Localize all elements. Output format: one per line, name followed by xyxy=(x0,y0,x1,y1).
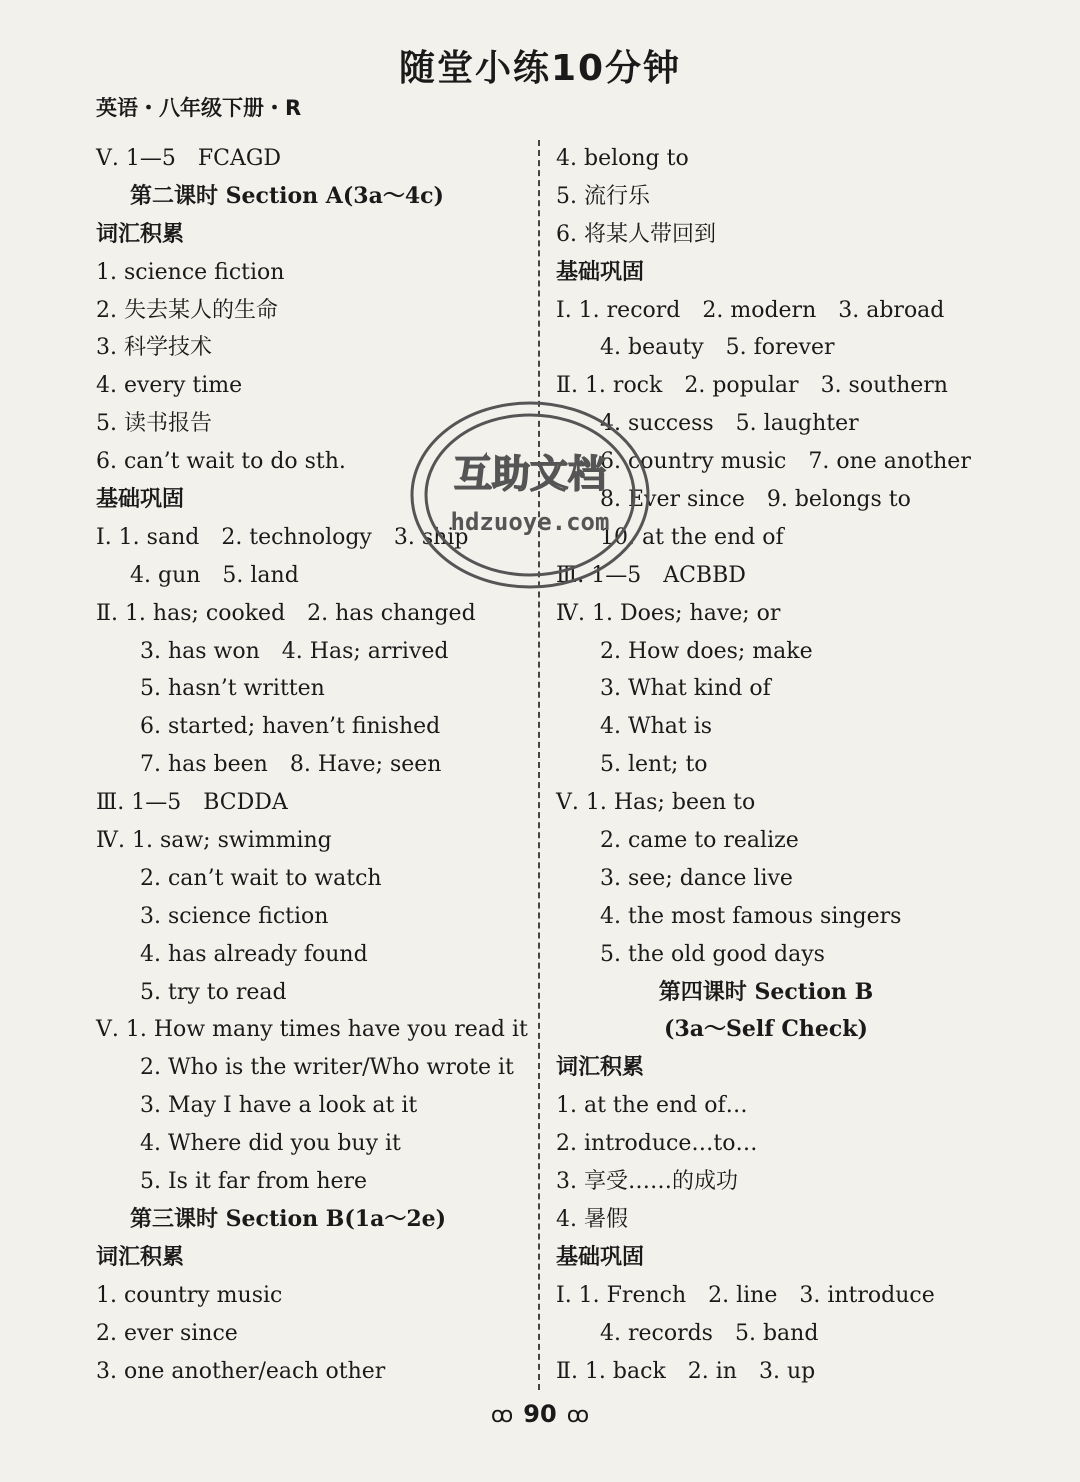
stamp-text: 互助文档 xyxy=(453,452,607,496)
answer-line: 5. try to read xyxy=(140,979,287,1005)
answer-line: 4. What is xyxy=(600,714,713,740)
lesson-heading: 第四课时 Section B xyxy=(658,978,874,1005)
section-heading: 基础巩固 xyxy=(556,259,645,285)
answer-line: 4. gun 5. land xyxy=(130,562,299,588)
lesson-heading: 第三课时 Section B(1a～2e) xyxy=(130,1205,447,1232)
answer-line: 6. started; haven’t finished xyxy=(140,714,441,740)
ornament-right-icon: ꝏ xyxy=(566,1403,590,1428)
column-divider xyxy=(538,140,540,1390)
answer-line: 4. beauty 5. forever xyxy=(600,335,835,361)
answer-line: Ⅴ. 1. Has; been to xyxy=(556,790,756,816)
answer-line: 1. science fiction xyxy=(96,259,285,285)
answer-line: Ⅱ. 1. rock 2. popular 3. southern xyxy=(556,373,948,399)
answer-line: 4. every time xyxy=(96,373,243,399)
lesson-heading: (3a～Self Check) xyxy=(664,1016,868,1043)
answer-line: 7. has been 8. Have; seen xyxy=(140,752,442,778)
answer-line: 3. What kind of xyxy=(600,676,771,702)
answer-line: 4. has already found xyxy=(140,941,368,967)
answer-line: 4. belong to xyxy=(556,146,689,171)
section-heading: 基础巩固 xyxy=(556,1244,645,1270)
ornament-left-icon: ꝏ xyxy=(490,1403,514,1428)
answer-line: 2. How does; make xyxy=(600,638,813,664)
stamp-url: hdzuoye.com xyxy=(450,508,610,536)
answer-line: 1. at the end of… xyxy=(556,1093,748,1119)
answer-line: 3. 科学技术 xyxy=(96,335,212,361)
answer-line: 4. success 5. laughter xyxy=(600,411,859,437)
answer-line: 4. the most famous singers xyxy=(600,903,902,929)
answer-line: 4. Where did you buy it xyxy=(140,1131,401,1157)
page-title: 随堂小练10分钟 xyxy=(398,48,682,89)
answer-line: 6. 将某人带回到 xyxy=(556,221,716,247)
section-heading: 词汇积累 xyxy=(556,1055,645,1081)
answer-line: 3. has won 4. Has; arrived xyxy=(140,638,449,664)
answer-line: 2. ever since xyxy=(96,1320,238,1346)
page-number-value: 90 xyxy=(523,1400,557,1428)
answer-line: 10. at the end of xyxy=(600,524,784,550)
answer-line: 2. came to realize xyxy=(600,828,799,854)
section-heading: 词汇积累 xyxy=(96,221,185,247)
answer-line: Ⅴ. 1—5 FCAGD xyxy=(96,146,282,171)
answer-line: Ⅲ. 1—5 ACBBD xyxy=(556,562,746,588)
section-heading: 词汇积累 xyxy=(96,1244,185,1270)
lesson-heading: 第二课时 Section A(3a～4c) xyxy=(130,182,444,209)
answer-line: 5. lent; to xyxy=(600,752,708,778)
answer-line: 6. can’t wait to do sth. xyxy=(96,449,346,475)
answer-line: Ⅲ. 1—5 BCDDA xyxy=(96,790,288,816)
section-heading: 基础巩固 xyxy=(96,487,185,513)
answer-line: 5. the old good days xyxy=(600,941,825,967)
answer-line: 3. see; dance live xyxy=(600,865,793,891)
answer-line: 5. Is it far from here xyxy=(140,1169,368,1195)
answer-line: 2. introduce…to… xyxy=(556,1131,758,1157)
answer-line: 2. 失去某人的生命 xyxy=(96,297,278,323)
book-subtitle: 英语・八年级下册・R xyxy=(96,96,302,120)
answer-line: 8. Ever since 9. belongs to xyxy=(600,487,911,513)
right-column xyxy=(556,140,976,1390)
left-column xyxy=(96,140,526,1390)
answer-line: Ⅰ. 1. record 2. modern 3. abroad xyxy=(556,297,945,323)
answer-line: 3. one another/each other xyxy=(96,1358,386,1384)
answer-line: 3. 享受……的成功 xyxy=(556,1169,738,1195)
answer-line: Ⅳ. 1. Does; have; or xyxy=(556,600,781,626)
answer-line: 1. country music xyxy=(96,1282,283,1308)
answer-line: 6. country music 7. one another xyxy=(600,449,971,475)
answer-line: 5. hasn’t written xyxy=(140,676,325,702)
answer-line: Ⅱ. 1. has; cooked 2. has changed xyxy=(96,600,476,626)
answer-line: Ⅴ. 1. How many times have you read it xyxy=(96,1017,528,1043)
answer-line: 4. records 5. band xyxy=(600,1320,819,1346)
answer-line: 3. May I have a look at it xyxy=(140,1093,418,1119)
answer-line: Ⅳ. 1. saw; swimming xyxy=(96,828,332,854)
answer-line: Ⅰ. 1. sand 2. technology 3. ship xyxy=(96,524,469,550)
answer-line: 3. science fiction xyxy=(140,903,329,929)
answer-line: 5. 读书报告 xyxy=(96,411,212,437)
answer-line: 2. Who is the writer/Who wrote it xyxy=(140,1055,514,1081)
answer-line: 4. 暑假 xyxy=(556,1206,628,1232)
answer-line: Ⅱ. 1. back 2. in 3. up xyxy=(556,1358,816,1384)
page-number xyxy=(0,1400,1080,1428)
answer-line: 2. can’t wait to watch xyxy=(140,865,382,891)
answer-line: Ⅰ. 1. French 2. line 3. introduce xyxy=(556,1282,935,1308)
answer-line: 5. 流行乐 xyxy=(556,183,650,209)
